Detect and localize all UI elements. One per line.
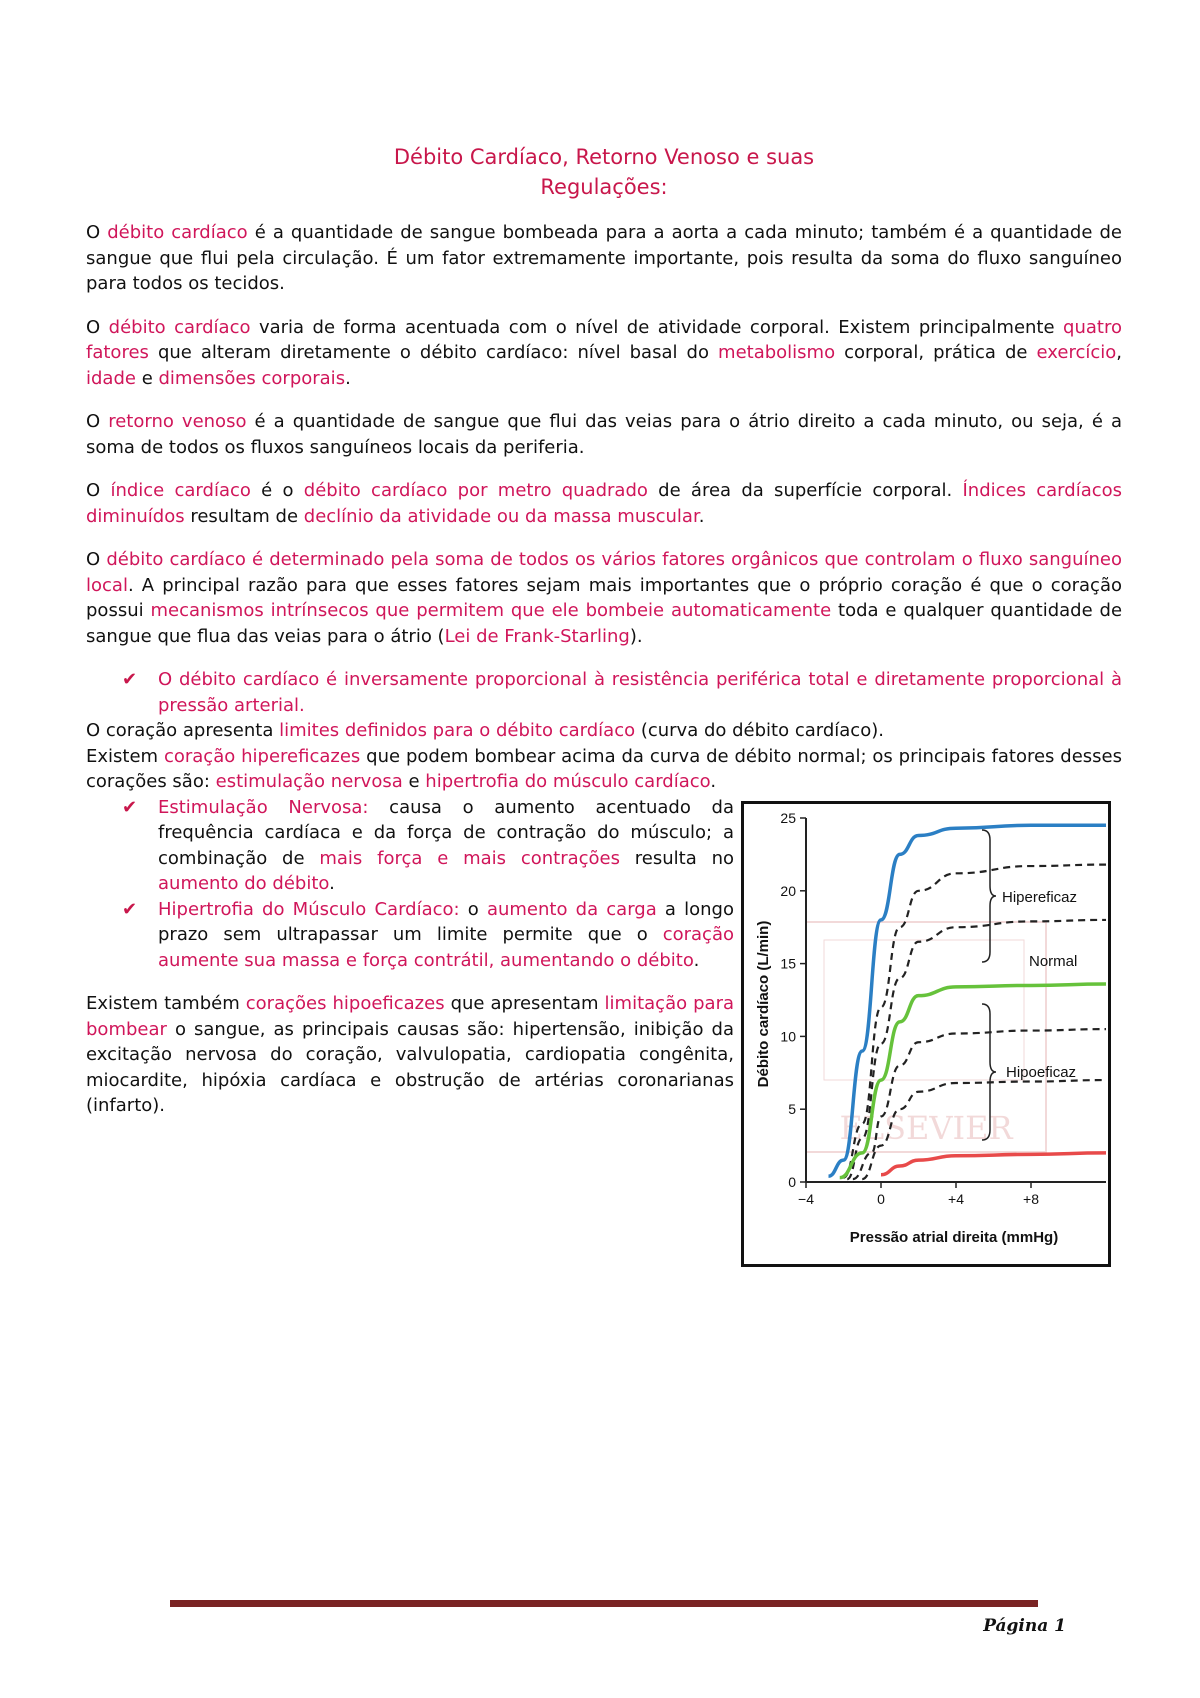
two-column-section <box>86 795 1122 1246</box>
check-icon: ✔ <box>122 669 138 690</box>
chart-svg <box>744 804 1108 1264</box>
check-icon: ✔ <box>122 898 138 920</box>
cardiac-output-chart <box>741 801 1111 1267</box>
paragraph-retorno-venoso: O retorno venoso é a quantidade de sangue que flui das veias para o átrio direito a cada minuto, ou seja, é a soma de todos os fluxos sanguíneos locais da periferia. <box>86 411 1122 458</box>
paragraph-indice-cardiaco: O índice cardíaco é o débito cardíaco por metro quadrado de área da superfície corporal. Índices cardíacos diminuídos resultam de declínio da atividade ou da massa muscular. <box>86 480 1123 527</box>
x-tick-label: 0 <box>877 1190 885 1207</box>
series-line-hipoeficaz-min <box>881 1152 1106 1174</box>
page-number: Página 1 <box>983 1616 1066 1636</box>
x-tick-label: +4 <box>948 1190 964 1207</box>
x-axis-label: Pressão atrial direita (mmHg) <box>849 1228 1059 1246</box>
bullet-resistencia: ✔ O débito cardíaco é inversamente proporcional à resistência periférica total e diretamente proporcional à pressão arterial. <box>122 669 1122 716</box>
paragraph-debito-cardiaco: O débito cardíaco é a quantidade de sangue bombeada para a aorta a cada minuto; também é a quantidade de sangue que flui pela circulação. É um fator extremamente importante, pois resulta da soma do fluxo sanguíneo para todos os tecidos. <box>86 222 1122 294</box>
footer-rule <box>170 1600 1038 1607</box>
brace-hipereficaz <box>982 830 996 962</box>
y-tick-label: 5 <box>788 1100 796 1117</box>
label-hipoeficaz: Hipoeficaz <box>1006 1063 1077 1081</box>
y-axis-label: Débito cardíaco (L/min) <box>755 920 772 1087</box>
y-tick-label: 0 <box>788 1173 796 1190</box>
label-hipereficaz: Hipereficaz <box>1002 888 1078 906</box>
watermark-text: ELSEVIER <box>839 1108 1013 1147</box>
bullet-estimulacao: ✔ Estimulação Nervosa: causa o aumento acentuado da frequência cardíaca e da força de contração do músculo; a combinação de mais força e mais contrações resulta no aumento do débito. <box>122 796 734 894</box>
watermark-logo <box>806 922 1046 1152</box>
y-tick-label: 15 <box>780 955 796 972</box>
document-title <box>86 142 1122 202</box>
y-tick-label: 10 <box>780 1027 796 1044</box>
x-tick-label: +8 <box>1023 1190 1039 1207</box>
check-icon: ✔ <box>122 796 138 818</box>
label-normal: Normal <box>1029 952 1078 970</box>
left-column <box>86 795 734 1119</box>
paragraph-hipoeficazes: Existem também corações hipoeficazes que apresentam limitação para bombear o sangue, as principais causas são: hipertensão, inibição da excitação nervosa do coração, valvulopatia, cardiopatia congênita, miocardite, hipóxia cardíaca e obstrução de artérias coronarianas (infarto). <box>86 993 735 1116</box>
paragraph-limites: O coração apresenta limites definidos para o débito cardíaco (curva do débito cardíaco). <box>86 720 884 741</box>
document-page <box>86 130 1123 1246</box>
highlight: débito cardíaco <box>107 222 248 243</box>
paragraph-hipereficazes: Existem coração hipereficazes que podem bombear acima da curva de débito normal; os principais fatores desses corações são: estimulação nervosa e hipertrofia do músculo cardíaco. <box>86 745 1123 792</box>
title-line-1: Débito Cardíaco, Retorno Venoso e suas <box>393 145 815 169</box>
y-tick-label: 25 <box>780 809 796 826</box>
y-tick-label: 20 <box>780 882 796 899</box>
x-tick-label: −4 <box>798 1190 814 1207</box>
paragraph-fatores: O débito cardíaco varia de forma acentuada com o nível de atividade corporal. Existem principalmente quatro fatores que alteram diretamente o débito cardíaco: nível basal do metabolismo corporal, prática de exercício, idade e dimensões corporais. <box>86 316 1122 389</box>
paragraph-determinado: O débito cardíaco é determinado pela soma de todos os vários fatores orgânicos que controlam o fluxo sanguíneo local. A principal razão para que esses fatores sejam mais importantes que o próprio coração é que o coração possui mecanismos intrínsecos que permitem que ele bombeie automaticamente toda e qualquer quantidade de sangue que flua das veias para o átrio (Lei de Frank-Starling). <box>86 549 1123 647</box>
bullet-hipertrofia: ✔ Hipertrofia do Músculo Cardíaco: o aumento da carga a longo prazo sem ultrapassar um limite permite que o coração aumente sua massa e força contrátil, aumentando o débito. <box>122 898 734 971</box>
title-line-2: Regulações: <box>540 175 668 199</box>
